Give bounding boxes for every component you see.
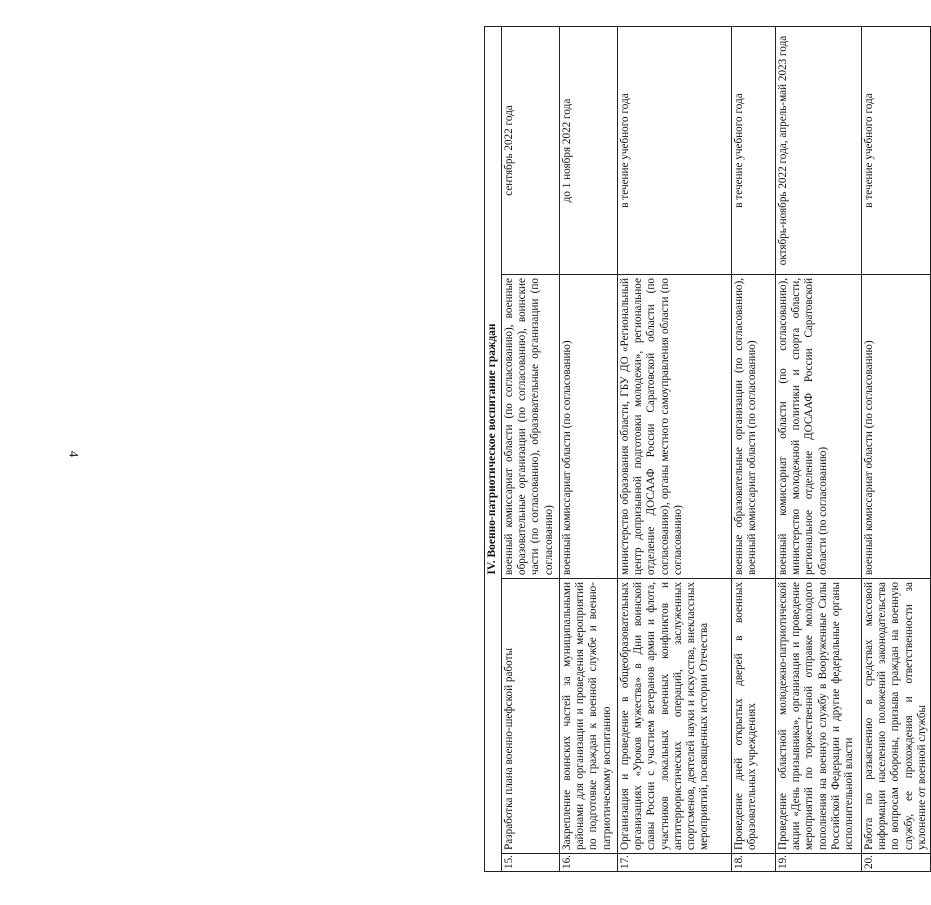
executors-cell: военный комиссариат области (по согласованию), министерство молодежной политики и спорта области, региональное отделение ДОСААФ России Саратовской области (по согласованию)	[776, 275, 862, 579]
section-title: IV. Военно-патриотическое воспитание граждан	[485, 27, 502, 872]
term-cell: до 1 ноября 2022 года	[560, 27, 618, 275]
executors-cell: военный комиссариат области (по согласованию), военные образовательные организации (по согласованию), воинские части (по согласованию), образовательные организации (по согласованию)	[502, 275, 560, 579]
executors-cell: министерство образования области, ГБУ ДО «Региональный центр допризывной подготовки молодежи», региональное отделение ДОСААФ России Саратовской области (по согласованию), органы местного самоуправления области (по согласованию)	[618, 275, 732, 579]
table-row	[618, 27, 732, 872]
event-cell: Организация и проведение в общеобразовательных организациях «Уроков мужества» в Дни воинской славы России с участием ветеранов армии и флота, участников локальных военных конфликтов и антитеррористических операций, заслуженных спортсменов, деятелей науки и искусства, внеклассных мероприятий, посвященных истории Отечества	[618, 579, 732, 854]
table-row	[502, 27, 560, 872]
row-number: 17.	[618, 854, 732, 872]
event-cell: Проведение дней открытых дверей в военных образовательных учреждениях	[732, 579, 776, 854]
term-cell: октябрь-ноябрь 2022 года, апрель-май 2023 года	[776, 27, 862, 275]
table-row	[560, 27, 618, 872]
rotated-table-container	[484, 27, 928, 872]
term-cell: сентябрь 2022 года	[502, 27, 560, 275]
page-number: 4	[66, 450, 82, 458]
table-row	[862, 27, 931, 872]
table-row	[732, 27, 776, 872]
event-cell: Разработка плана военно-шефской работы	[502, 579, 560, 854]
term-cell: в течение учебного года	[618, 27, 732, 275]
event-cell: Закрепление воинских частей за муниципальными районами для организации и проведения мероприятий по подготовке граждан к военной службе и военно-патриотическому воспитанию	[560, 579, 618, 854]
events-table	[484, 26, 931, 872]
event-cell: Проведение областной молодежно-патриотической акции «День призывника», организация и проведение мероприятий по торжественной отправке молодого пополнения на военную службу в Вооруженные Силы Российской Федерации и другие федеральные органы исполнительной власти	[776, 579, 862, 854]
section-header-row	[485, 27, 502, 872]
row-number: 18.	[732, 854, 776, 872]
term-cell: в течение учебного года	[862, 27, 931, 275]
event-cell: Работа по разъяснению в средствах массовой информации населению положений законодательства по вопросам обороны, призыва граждан на военную службу, ее прохождения и ответственности за уклонение от военной службы	[862, 579, 931, 854]
term-cell: в течение учебного года	[732, 27, 776, 275]
row-number: 19.	[776, 854, 862, 872]
executors-cell: военный комиссариат области (по согласованию)	[862, 275, 931, 579]
executors-cell: военный комиссариат области (по согласованию)	[560, 275, 618, 579]
table-row	[776, 27, 862, 872]
row-number: 15.	[502, 854, 560, 872]
row-number: 16.	[560, 854, 618, 872]
executors-cell: военные образовательные организации (по согласованию), военный комиссариат области (по согласованию)	[732, 275, 776, 579]
row-number: 20.	[862, 854, 931, 872]
